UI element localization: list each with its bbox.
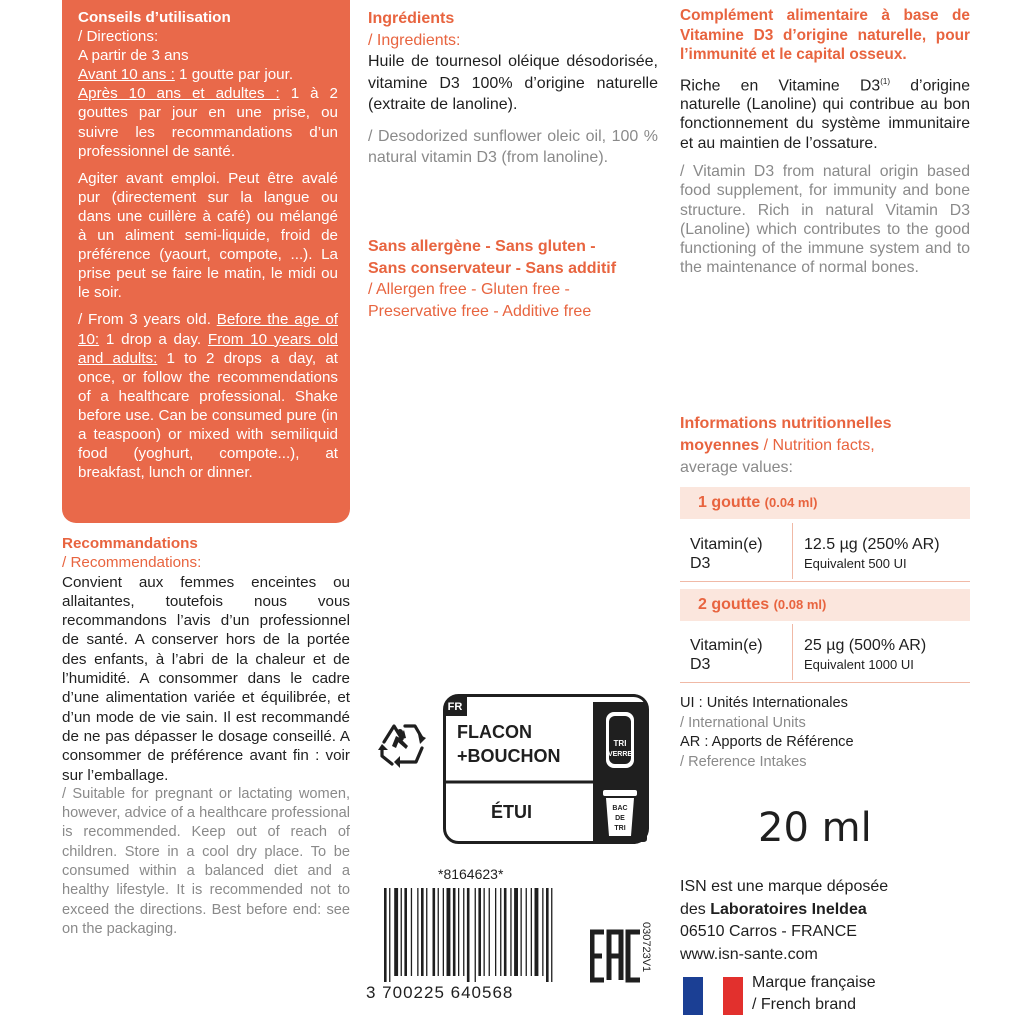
dose-1-equivalent: Equivalent 500 UI [804, 556, 907, 571]
dose-1-value: 12.5 µg (250% AR) [804, 536, 940, 553]
sorting-item-bottle: FLACON [457, 722, 532, 742]
free-from-fr-2: Sans conservateur - Sans additif [368, 259, 617, 277]
dose-2-equivalent: Equivalent 1000 UI [804, 657, 914, 672]
free-from-fr-1: Sans allergène - Sans gluten - [368, 238, 596, 255]
directions-box [62, 0, 350, 523]
recommendations-title: Recommandations [62, 535, 198, 552]
ingredients-subtitle: / Ingredients: [368, 31, 461, 49]
sorting-country: FR [447, 701, 463, 713]
description-fr: Riche en Vitamine D3$^{(1)}$ d’origine naturelle (Lanoline) qui contribue au bon fonctionnement du système immunitaire et au maintien de l’ossature. [680, 76, 970, 152]
svg-text:VERRE: VERRE [607, 751, 633, 758]
sorting-item-cap: +BOUCHON [457, 746, 561, 766]
directions-title: Conseils d’utilisation [78, 9, 231, 26]
units-ar-fr: AR : Apports de Référence [680, 734, 854, 750]
eac-mark [590, 928, 644, 984]
ingredients-title: Ingrédients [368, 10, 455, 27]
ingredients-section [368, 8, 658, 169]
dose-2-nutrient: Vitamin(e) D3 [690, 637, 763, 673]
recommendations-subtitle: / Recommendations: [62, 554, 202, 572]
directions-age: A partir de 3 ans [78, 47, 189, 65]
dose-1-header: 1 goutte (0.04 ml) [680, 487, 970, 519]
dose-2-row [680, 622, 970, 683]
nutrition-average-values: average values: [680, 459, 793, 476]
french-brand [752, 972, 972, 1016]
french-brand-fr: Marque française [752, 974, 876, 991]
brand-website[interactable]: www.isn-sante.com [680, 945, 818, 963]
svg-text:TRI: TRI [614, 825, 626, 832]
description-section [680, 6, 970, 278]
svg-text:DE: DE [615, 815, 625, 822]
sorting-info-panel [443, 694, 649, 844]
nutrition-subtitle: / Nutrition facts, [759, 437, 875, 454]
ingredients-fr: Huile de tournesol oléique désodorisée, vitamine D3 100% d’origine naturelle (extraite de lanoline). [368, 53, 658, 113]
recommendations-fr: Convient aux femmes enceintes ou allaitantes, toutefois nous vous recommandons l’avis d’un professionnel de santé. A conserver hors de la portée des enfants, à l’abri de la chaleur et de l’humidité. A consommer dans le cadre d’une alimentation variée et équilibrée, et d’un mode de vie sain. Il est recommandé de ne pas dépasser le dosage conseillé. A consommer de préférence avant fin : voir sur l’emballage. [62, 573, 350, 784]
units-legend [680, 694, 970, 772]
recommendations-en: / Suitable for pregnant or lactating women, however, advice of a healthcare professional is recommended. Keep out of reach of children. Store in a cool dry place. To be consumed within a balanced diet and a healthy lifestyle. It is recommended not to exceed the directions. Best before end: see on the packaging. [62, 785, 350, 937]
nutrition-title-1: Informations nutritionnelles [680, 415, 892, 432]
units-ui-fr: UI : Unités Internationales [680, 695, 848, 711]
free-from-section [368, 236, 668, 322]
dose-1-row [680, 521, 970, 582]
dose-1-nutrient: Vitamin(e) D3 [690, 536, 763, 572]
recycle-info-icon [370, 712, 434, 776]
dose-2-header: 2 gouttes (0.08 ml) [680, 589, 970, 621]
free-from-en-1: / Allergen free - Gluten free - [368, 281, 570, 298]
barcode [366, 888, 586, 1000]
barcode-code-top: *8164623* [438, 866, 504, 882]
recommendations-section [62, 534, 350, 939]
nutrition-title-2: moyennes [680, 437, 760, 454]
directions-subtitle: / Directions: [78, 28, 159, 46]
brand-line-3: 06510 Carros - FRANCE [680, 923, 857, 940]
units-ar-en: / Reference Intakes [680, 753, 807, 770]
description-title: Complément alimentaire à base de Vitamine D3 d’origine naturelle, pour l’immunité et le capital osseux. [680, 7, 970, 63]
sorting-item-box: ÉTUI [491, 802, 533, 822]
description-en: / Vitamin D3 from natural origin based food supplement, for immunity and bone structure. Rich in natural Vitamin D3 (Lanoline) which contributes to the good functioning of the immune system and to the maintenance of normal bones. [680, 162, 970, 277]
glass-bin-icon [606, 712, 634, 768]
lot-number: 030723V1 [640, 922, 652, 973]
french-brand-en: / French brand [752, 996, 857, 1013]
dose-2-value: 25 µg (500% AR) [804, 637, 927, 654]
svg-text:BAC: BAC [612, 805, 628, 812]
ingredients-en: / Desodorized sunflower oleic oil, 100 % natural vitamin D3 (from lanoline). [368, 127, 658, 166]
svg-text:TRI: TRI [613, 739, 627, 748]
directions-over10: Après 10 ans et adultes : 1 à 2 gouttes par jour en une prise, ou suivre les recommandations d’un professionnel de santé. [78, 85, 339, 160]
units-ui-en: / International Units [680, 714, 806, 731]
nutrition-heading [680, 413, 970, 479]
directions-under10: Avant 10 ans : 1 goutte par jour. [78, 66, 294, 84]
brand-info [680, 876, 980, 966]
brand-line-1: ISN est une marque déposée [680, 878, 889, 895]
directions-en: / From 3 years old. Before the age of 10: 1 drop a day. From 10 years old and adults: 1 to 2 drops a day, at once, or follow the recommendations of a healthcare professional. Shake before use. Can be consumed pure (in a teaspoon) or mixed with semiliquid food (yoghurt, compote...), at breakfast, lunch or dinner. [78, 311, 339, 482]
barcode-number: 3 700225 640568 [366, 983, 514, 1000]
directions-shake-fr: Agiter avant emploi. Peut être avalé pur (directement sur la langue ou dans une cuillère à café) ou mélangé à un aliment semi-liquide, froid de préférence (yaourt, compote, ...). La prise peut se faire le matin, le midi ou le soir. [78, 169, 338, 302]
brand-line-2: des Laboratoires Ineldea [680, 900, 867, 918]
volume: 20 ml [758, 805, 872, 851]
french-flag-icon [683, 977, 743, 1015]
free-from-en-2: Preservative free - Additive free [368, 302, 592, 320]
